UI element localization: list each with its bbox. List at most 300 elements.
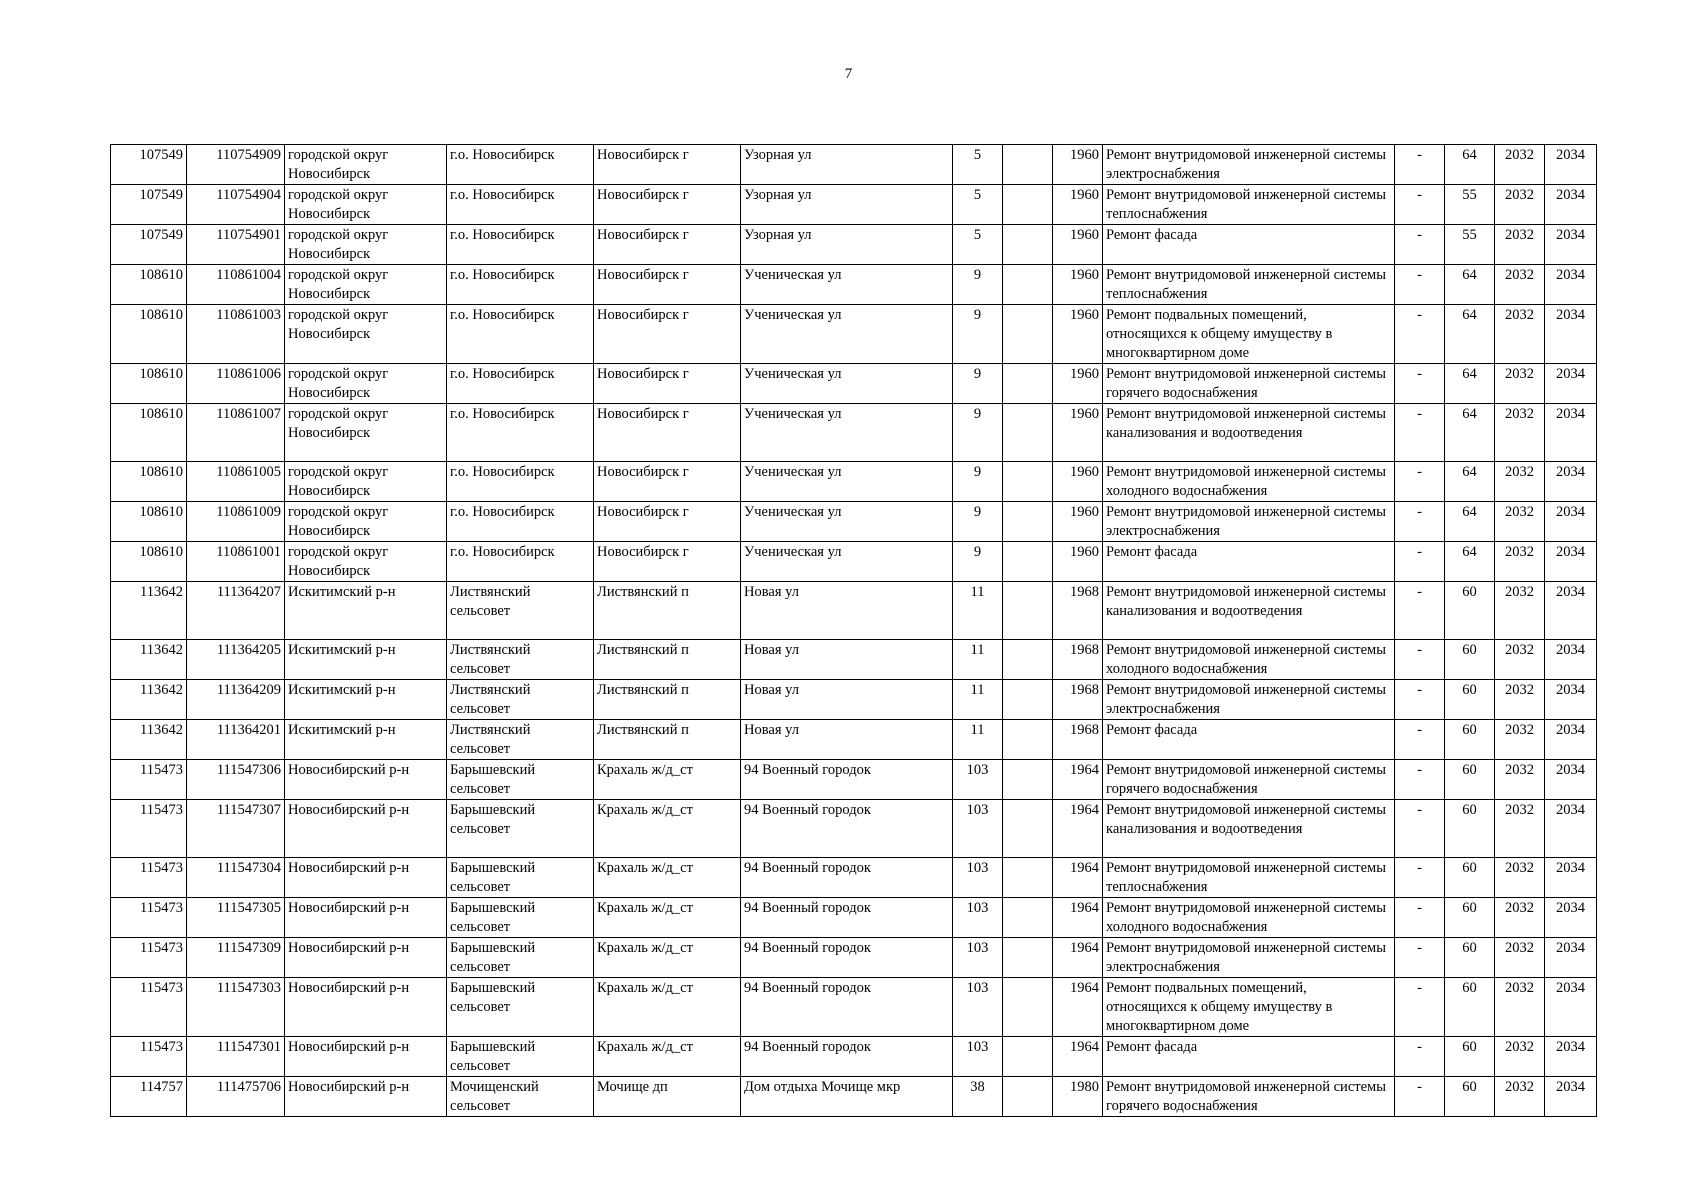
cell-work-code: - [1395,760,1445,800]
cell-year-built: 1968 [1053,582,1103,640]
table-row [111,305,1597,364]
cell-year-built: 1980 [1053,1077,1103,1117]
cell-house-id: 108610 [111,502,187,542]
cell-settlement: Барышевский сельсовет [447,800,594,858]
cell-house-id: 115473 [111,1037,187,1077]
cell-locality: Новосибирск г [594,265,741,305]
cell-element-id: 111547307 [187,800,285,858]
cell-year-built: 1968 [1053,680,1103,720]
cell-street: 94 Военный городок [741,858,953,898]
cell-work-code: - [1395,938,1445,978]
cell-work-type: Ремонт фасада [1103,720,1395,760]
cell-work-type: Ремонт фасада [1103,542,1395,582]
cell-municipal-district: Новосибирский р-н [285,1037,447,1077]
table-row [111,800,1597,858]
cell-locality: Крахаль ж/д_ст [594,760,741,800]
cell-plan-start-year: 2032 [1495,680,1545,720]
cell-house-id: 108610 [111,462,187,502]
cell-plan-end-year: 2034 [1545,720,1597,760]
cell-settlement: Барышевский сельсовет [447,898,594,938]
cell-building [1003,265,1053,305]
cell-work-type: Ремонт фасада [1103,1037,1395,1077]
cell-percent: 64 [1445,364,1495,404]
cell-work-code: - [1395,305,1445,364]
cell-work-type: Ремонт внутридомовой инженерной системы теплоснабжения [1103,265,1395,305]
cell-year-built: 1968 [1053,720,1103,760]
cell-settlement: г.о. Новосибирск [447,305,594,364]
cell-settlement: Барышевский сельсовет [447,1037,594,1077]
cell-work-type: Ремонт внутридомовой инженерной системы электроснабжения [1103,680,1395,720]
cell-municipal-district: Новосибирский р-н [285,978,447,1037]
cell-work-code: - [1395,582,1445,640]
cell-work-code: - [1395,858,1445,898]
cell-house-number: 5 [953,185,1003,225]
cell-element-id: 110861006 [187,364,285,404]
cell-locality: Новосибирск г [594,502,741,542]
cell-street: Дом отдыха Мочище мкр [741,1077,953,1117]
cell-house-id: 115473 [111,938,187,978]
cell-percent: 60 [1445,640,1495,680]
cell-work-type: Ремонт внутридомовой инженерной системы канализования и водоотведения [1103,582,1395,640]
cell-work-code: - [1395,640,1445,680]
cell-percent: 60 [1445,760,1495,800]
cell-municipal-district: городской округ Новосибирск [285,502,447,542]
cell-street: Ученическая ул [741,462,953,502]
cell-percent: 64 [1445,542,1495,582]
cell-house-number: 11 [953,640,1003,680]
cell-house-number: 9 [953,404,1003,462]
cell-street: Узорная ул [741,185,953,225]
cell-plan-end-year: 2034 [1545,225,1597,265]
cell-plan-end-year: 2034 [1545,938,1597,978]
cell-settlement: г.о. Новосибирск [447,225,594,265]
cell-locality: Листвянский п [594,582,741,640]
cell-street: Узорная ул [741,145,953,185]
cell-plan-start-year: 2032 [1495,978,1545,1037]
cell-settlement: Листвянский сельсовет [447,582,594,640]
table-row [111,462,1597,502]
cell-settlement: Листвянский сельсовет [447,720,594,760]
cell-year-built: 1964 [1053,760,1103,800]
cell-settlement: Листвянский сельсовет [447,640,594,680]
cell-work-code: - [1395,978,1445,1037]
cell-plan-end-year: 2034 [1545,462,1597,502]
cell-plan-start-year: 2032 [1495,145,1545,185]
table-row [111,404,1597,462]
cell-house-number: 5 [953,145,1003,185]
cell-plan-end-year: 2034 [1545,305,1597,364]
cell-building [1003,364,1053,404]
table-row [111,978,1597,1037]
cell-settlement: г.о. Новосибирск [447,502,594,542]
cell-percent: 64 [1445,462,1495,502]
cell-house-id: 113642 [111,582,187,640]
table-row [111,680,1597,720]
cell-year-built: 1960 [1053,502,1103,542]
cell-house-number: 103 [953,800,1003,858]
cell-plan-end-year: 2034 [1545,1037,1597,1077]
cell-work-type: Ремонт внутридомовой инженерной системы горячего водоснабжения [1103,1077,1395,1117]
cell-work-type: Ремонт внутридомовой инженерной системы теплоснабжения [1103,185,1395,225]
cell-year-built: 1964 [1053,938,1103,978]
cell-building [1003,462,1053,502]
cell-house-id: 115473 [111,898,187,938]
cell-work-code: - [1395,404,1445,462]
cell-work-type: Ремонт внутридомовой инженерной системы горячего водоснабжения [1103,760,1395,800]
cell-element-id: 110861005 [187,462,285,502]
cell-building [1003,720,1053,760]
cell-year-built: 1960 [1053,462,1103,502]
cell-building [1003,305,1053,364]
cell-settlement: Мочищенский сельсовет [447,1077,594,1117]
cell-plan-start-year: 2032 [1495,720,1545,760]
cell-house-id: 113642 [111,680,187,720]
cell-locality: Листвянский п [594,680,741,720]
cell-plan-end-year: 2034 [1545,640,1597,680]
cell-municipal-district: Новосибирский р-н [285,858,447,898]
cell-plan-end-year: 2034 [1545,1077,1597,1117]
cell-building [1003,542,1053,582]
cell-percent: 64 [1445,145,1495,185]
cell-plan-start-year: 2032 [1495,225,1545,265]
cell-work-type: Ремонт внутридомовой инженерной системы канализования и водоотведения [1103,800,1395,858]
cell-plan-start-year: 2032 [1495,185,1545,225]
cell-settlement: Барышевский сельсовет [447,938,594,978]
cell-building [1003,800,1053,858]
cell-work-code: - [1395,185,1445,225]
cell-work-type: Ремонт подвальных помещений, относящихся к общему имуществу в многоквартирном доме [1103,978,1395,1037]
cell-locality: Крахаль ж/д_ст [594,858,741,898]
cell-plan-start-year: 2032 [1495,542,1545,582]
cell-street: 94 Военный городок [741,760,953,800]
cell-house-number: 103 [953,898,1003,938]
cell-building [1003,938,1053,978]
cell-work-code: - [1395,1037,1445,1077]
cell-house-id: 108610 [111,542,187,582]
cell-work-code: - [1395,225,1445,265]
cell-percent: 64 [1445,404,1495,462]
cell-plan-start-year: 2032 [1495,265,1545,305]
cell-plan-start-year: 2032 [1495,502,1545,542]
cell-plan-start-year: 2032 [1495,462,1545,502]
table-row [111,265,1597,305]
cell-element-id: 111475706 [187,1077,285,1117]
cell-percent: 60 [1445,978,1495,1037]
cell-house-id: 113642 [111,640,187,680]
cell-work-type: Ремонт подвальных помещений, относящихся к общему имуществу в многоквартирном доме [1103,305,1395,364]
table-row [111,640,1597,680]
cell-plan-start-year: 2032 [1495,1037,1545,1077]
cell-plan-start-year: 2032 [1495,305,1545,364]
cell-settlement: Барышевский сельсовет [447,978,594,1037]
cell-work-type: Ремонт фасада [1103,225,1395,265]
cell-street: Узорная ул [741,225,953,265]
cell-house-id: 115473 [111,858,187,898]
cell-element-id: 110861007 [187,404,285,462]
table-row [111,898,1597,938]
cell-year-built: 1960 [1053,364,1103,404]
cell-building [1003,680,1053,720]
cell-settlement: г.о. Новосибирск [447,404,594,462]
cell-element-id: 110754901 [187,225,285,265]
cell-municipal-district: городской округ Новосибирск [285,145,447,185]
cell-year-built: 1960 [1053,185,1103,225]
cell-year-built: 1960 [1053,542,1103,582]
cell-building [1003,502,1053,542]
cell-street: Новая ул [741,640,953,680]
cell-house-id: 107549 [111,145,187,185]
cell-percent: 60 [1445,680,1495,720]
cell-plan-end-year: 2034 [1545,582,1597,640]
cell-plan-end-year: 2034 [1545,364,1597,404]
cell-work-type: Ремонт внутридомовой инженерной системы теплоснабжения [1103,858,1395,898]
cell-settlement: г.о. Новосибирск [447,145,594,185]
cell-percent: 55 [1445,225,1495,265]
cell-element-id: 110861003 [187,305,285,364]
cell-settlement: г.о. Новосибирск [447,542,594,582]
cell-work-type: Ремонт внутридомовой инженерной системы электроснабжения [1103,938,1395,978]
cell-year-built: 1960 [1053,265,1103,305]
cell-locality: Мочище дп [594,1077,741,1117]
cell-plan-start-year: 2032 [1495,858,1545,898]
cell-plan-start-year: 2032 [1495,800,1545,858]
cell-building [1003,640,1053,680]
cell-house-number: 9 [953,265,1003,305]
cell-plan-end-year: 2034 [1545,502,1597,542]
cell-locality: Листвянский п [594,720,741,760]
cell-municipal-district: городской округ Новосибирск [285,404,447,462]
cell-percent: 60 [1445,858,1495,898]
cell-plan-start-year: 2032 [1495,1077,1545,1117]
cell-municipal-district: Искитимский р-н [285,720,447,760]
cell-plan-end-year: 2034 [1545,978,1597,1037]
cell-percent: 64 [1445,305,1495,364]
cell-municipal-district: городской округ Новосибирск [285,305,447,364]
cell-house-id: 108610 [111,305,187,364]
cell-plan-end-year: 2034 [1545,265,1597,305]
cell-percent: 60 [1445,938,1495,978]
cell-house-number: 9 [953,542,1003,582]
cell-element-id: 110754904 [187,185,285,225]
cell-work-code: - [1395,800,1445,858]
cell-year-built: 1964 [1053,978,1103,1037]
cell-locality: Новосибирск г [594,305,741,364]
cell-street: Ученическая ул [741,542,953,582]
cell-plan-end-year: 2034 [1545,145,1597,185]
cell-locality: Новосибирск г [594,364,741,404]
cell-building [1003,1077,1053,1117]
cell-work-code: - [1395,720,1445,760]
cell-house-id: 115473 [111,978,187,1037]
cell-settlement: Листвянский сельсовет [447,680,594,720]
cell-plan-end-year: 2034 [1545,760,1597,800]
cell-house-id: 108610 [111,265,187,305]
cell-house-number: 38 [953,1077,1003,1117]
cell-work-code: - [1395,145,1445,185]
cell-locality: Листвянский п [594,640,741,680]
cell-locality: Крахаль ж/д_ст [594,1037,741,1077]
cell-house-id: 108610 [111,364,187,404]
cell-work-code: - [1395,542,1445,582]
cell-work-code: - [1395,502,1445,542]
cell-element-id: 110861004 [187,265,285,305]
cell-house-id: 115473 [111,760,187,800]
cell-street: Новая ул [741,582,953,640]
cell-settlement: Барышевский сельсовет [447,760,594,800]
cell-locality: Новосибирск г [594,185,741,225]
cell-house-number: 9 [953,364,1003,404]
cell-street: 94 Военный городок [741,1037,953,1077]
cell-house-number: 9 [953,462,1003,502]
cell-plan-start-year: 2032 [1495,898,1545,938]
cell-locality: Крахаль ж/д_ст [594,898,741,938]
cell-house-number: 103 [953,938,1003,978]
cell-element-id: 111547309 [187,938,285,978]
cell-plan-start-year: 2032 [1495,582,1545,640]
table-row [111,760,1597,800]
cell-municipal-district: городской округ Новосибирск [285,462,447,502]
cell-municipal-district: Новосибирский р-н [285,1077,447,1117]
cell-municipal-district: Новосибирский р-н [285,938,447,978]
cell-percent: 60 [1445,898,1495,938]
table-row [111,225,1597,265]
cell-municipal-district: Искитимский р-н [285,640,447,680]
cell-element-id: 111547305 [187,898,285,938]
cell-year-built: 1964 [1053,1037,1103,1077]
cell-locality: Крахаль ж/д_ст [594,978,741,1037]
cell-locality: Новосибирск г [594,462,741,502]
cell-building [1003,858,1053,898]
cell-plan-end-year: 2034 [1545,185,1597,225]
cell-building [1003,145,1053,185]
cell-work-type: Ремонт внутридомовой инженерной системы электроснабжения [1103,145,1395,185]
cell-settlement: г.о. Новосибирск [447,185,594,225]
cell-percent: 64 [1445,265,1495,305]
cell-municipal-district: городской округ Новосибирск [285,225,447,265]
cell-element-id: 111547304 [187,858,285,898]
table-row [111,502,1597,542]
cell-building [1003,404,1053,462]
cell-street: 94 Военный городок [741,938,953,978]
cell-building [1003,225,1053,265]
cell-plan-start-year: 2032 [1495,760,1545,800]
cell-year-built: 1960 [1053,225,1103,265]
cell-year-built: 1960 [1053,305,1103,364]
cell-locality: Новосибирск г [594,404,741,462]
cell-house-number: 103 [953,760,1003,800]
cell-municipal-district: городской округ Новосибирск [285,542,447,582]
cell-settlement: г.о. Новосибирск [447,265,594,305]
cell-work-code: - [1395,898,1445,938]
table-row [111,720,1597,760]
cell-element-id: 110754909 [187,145,285,185]
cell-house-number: 11 [953,680,1003,720]
cell-house-number: 11 [953,720,1003,760]
cell-street: Ученическая ул [741,502,953,542]
cell-house-number: 5 [953,225,1003,265]
cell-plan-end-year: 2034 [1545,800,1597,858]
cell-locality: Крахаль ж/д_ст [594,800,741,858]
cell-building [1003,978,1053,1037]
cell-percent: 60 [1445,800,1495,858]
cell-work-type: Ремонт внутридомовой инженерной системы канализования и водоотведения [1103,404,1395,462]
cell-house-id: 108610 [111,404,187,462]
cell-percent: 60 [1445,720,1495,760]
cell-municipal-district: Искитимский р-н [285,680,447,720]
page-number: 7 [844,66,853,82]
cell-street: Ученическая ул [741,404,953,462]
table-row [111,542,1597,582]
cell-street: 94 Военный городок [741,978,953,1037]
cell-element-id: 111547301 [187,1037,285,1077]
cell-house-number: 11 [953,582,1003,640]
cell-municipal-district: Новосибирский р-н [285,898,447,938]
cell-street: 94 Военный городок [741,898,953,938]
cell-work-code: - [1395,680,1445,720]
cell-building [1003,185,1053,225]
cell-percent: 60 [1445,1077,1495,1117]
cell-work-code: - [1395,265,1445,305]
cell-plan-end-year: 2034 [1545,858,1597,898]
cell-municipal-district: городской округ Новосибирск [285,265,447,305]
cell-municipal-district: Новосибирский р-н [285,800,447,858]
cell-plan-end-year: 2034 [1545,404,1597,462]
cell-settlement: г.о. Новосибирск [447,364,594,404]
cell-element-id: 110861009 [187,502,285,542]
cell-street: Ученическая ул [741,364,953,404]
cell-municipal-district: Новосибирский р-н [285,760,447,800]
cell-municipal-district: Искитимский р-н [285,582,447,640]
cell-street: 94 Военный городок [741,800,953,858]
cell-element-id: 111547303 [187,978,285,1037]
cell-house-id: 107549 [111,225,187,265]
cell-municipal-district: городской округ Новосибирск [285,185,447,225]
cell-work-type: Ремонт внутридомовой инженерной системы электроснабжения [1103,502,1395,542]
cell-locality: Новосибирск г [594,145,741,185]
cell-work-type: Ремонт внутридомовой инженерной системы холодного водоснабжения [1103,640,1395,680]
cell-year-built: 1960 [1053,404,1103,462]
cell-settlement: г.о. Новосибирск [447,462,594,502]
cell-element-id: 111364201 [187,720,285,760]
cell-plan-end-year: 2034 [1545,680,1597,720]
cell-house-number: 9 [953,305,1003,364]
cell-plan-start-year: 2032 [1495,938,1545,978]
cell-street: Ученическая ул [741,305,953,364]
cell-year-built: 1964 [1053,898,1103,938]
cell-percent: 64 [1445,502,1495,542]
table-row [111,582,1597,640]
table-row [111,938,1597,978]
cell-work-code: - [1395,1077,1445,1117]
table-row [111,145,1597,185]
cell-house-number: 9 [953,502,1003,542]
cell-settlement: Барышевский сельсовет [447,858,594,898]
table-row [111,364,1597,404]
cell-year-built: 1964 [1053,858,1103,898]
cell-municipal-district: городской округ Новосибирск [285,364,447,404]
cell-building [1003,1037,1053,1077]
cell-element-id: 111364205 [187,640,285,680]
cell-house-number: 103 [953,978,1003,1037]
cell-house-number: 103 [953,858,1003,898]
cell-building [1003,898,1053,938]
cell-house-id: 115473 [111,800,187,858]
cell-plan-end-year: 2034 [1545,542,1597,582]
cell-element-id: 111364209 [187,680,285,720]
cell-work-type: Ремонт внутридомовой инженерной системы холодного водоснабжения [1103,462,1395,502]
cell-percent: 60 [1445,582,1495,640]
cell-locality: Новосибирск г [594,225,741,265]
